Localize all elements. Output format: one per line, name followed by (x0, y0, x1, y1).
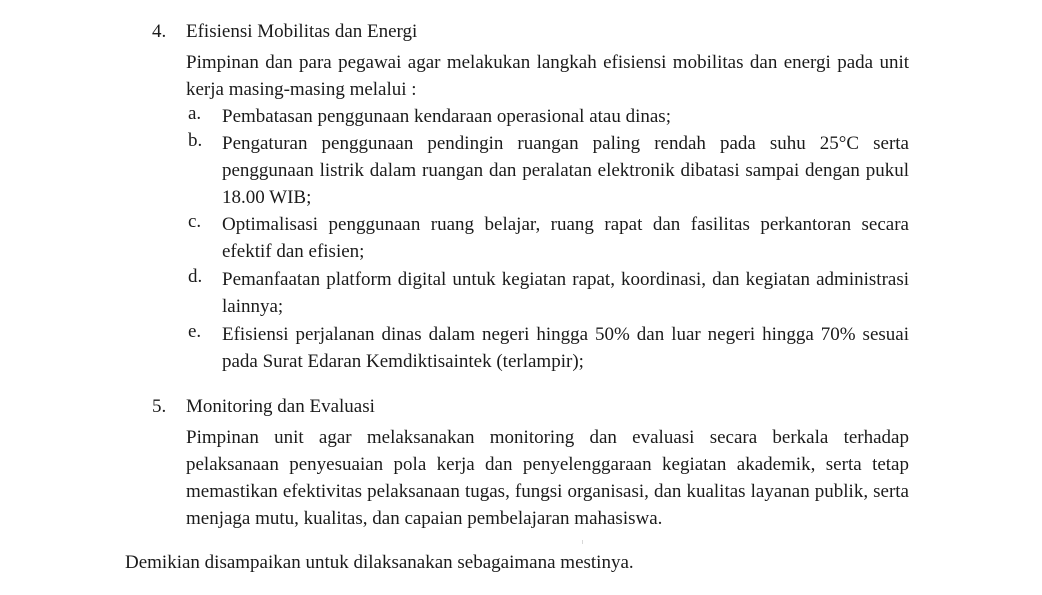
section-4-number: 4. (152, 21, 167, 42)
item-e-text: Efisiensi perjalanan dinas dalam negeri hingga 50% dan luar negeri hingga 70% sesuai pada Surat Edaran Kemdiktisaintek (terlampir); (222, 324, 909, 372)
item-d-letter: d. (188, 266, 203, 287)
item-a-text: Pembatasan penggunaan kendaraan operasional atau dinas; (222, 106, 671, 127)
section-5-title: Monitoring dan Evaluasi (186, 396, 375, 417)
section-5-number: 5. (152, 396, 167, 417)
item-b-letter: b. (188, 130, 203, 151)
item-e-letter: e. (188, 321, 202, 342)
item-a-letter: a. (188, 103, 202, 124)
item-c-text: Optimalisasi penggunaan ruang belajar, ruang rapat dan fasilitas perkantoran secara efektif dan efisien; (222, 214, 909, 262)
item-d-text: Pemanfaatan platform digital untuk kegiatan rapat, koordinasi, dan kegiatan administrasi lainnya; (222, 269, 909, 317)
item-c-letter: c. (188, 211, 202, 232)
scan-mark (582, 540, 583, 544)
section-5-body: Pimpinan unit agar melaksanakan monitoring dan evaluasi secara berkala terhadap pelaksanaan penyesuaian pola kerja dan penyelenggaraan kegiatan akademik, serta tetap memastikan efektivitas pelaksanaan tugas, fungsi organisasi, dan kualitas layanan publik, serta menjaga mutu, kualitas, dan capaian pembelajaran mahasiswa. (186, 427, 909, 529)
section-4-title: Efisiensi Mobilitas dan Energi (186, 21, 418, 42)
closing-sentence: Demikian disampaikan untuk dilaksanakan sebagaimana mestinya. (125, 552, 634, 573)
item-b-text: Pengaturan penggunaan pendingin ruangan paling rendah pada suhu 25°C serta penggunaan listrik dalam ruangan dan peralatan elektronik dibatasi sampai dengan pukul 18.00 WIB; (222, 133, 909, 208)
section-4-intro: Pimpinan dan para pegawai agar melakukan langkah efisiensi mobilitas dan energi pada unit kerja masing-masing melalui : (186, 52, 909, 100)
